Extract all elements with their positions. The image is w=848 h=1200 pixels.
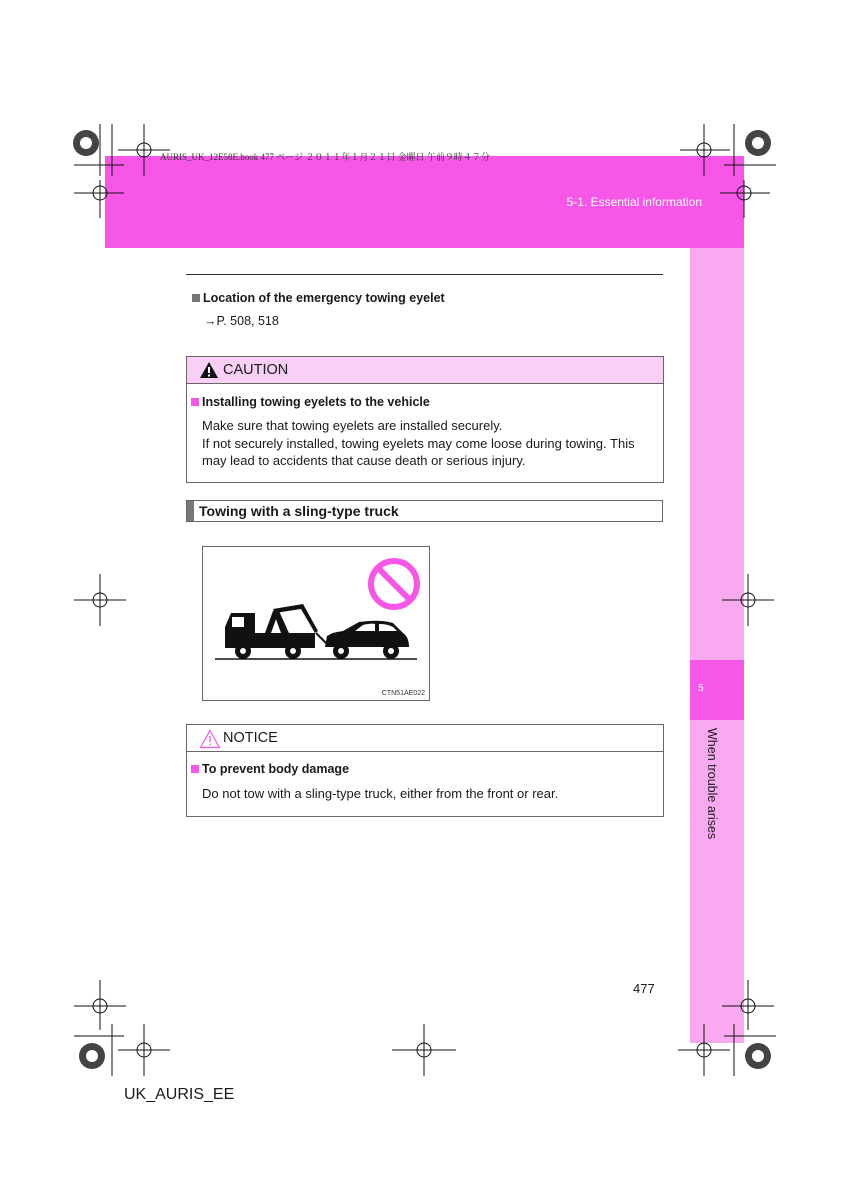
section-label: 5-1. Essential information [566,195,702,209]
footer-code: UK_AURIS_EE [124,1086,235,1103]
page-reference-link[interactable]: →P. 508, 518 [204,314,279,328]
page-number: 477 [633,981,655,996]
filename-stamp: AURIS_UK_12E58E.book 477 ページ ２０１１年１月２１日 金曜日 午前９時４７分 [160,152,490,162]
chapter-number: 5 [698,683,704,694]
notice-body: Do not tow with a sling-type truck, either from the front or rear. [202,786,559,801]
caution-subheading-text: Installing towing eyelets to the vehicle [202,395,430,409]
caution-line: Make sure that towing eyelets are installed securely. [202,418,503,433]
caution-line: may lead to accidents that cause death or serious injury. [202,453,526,468]
chapter-title: When trouble arises [705,728,719,840]
section-heading-text: Towing with a sling-type truck [199,503,399,519]
notice-label: NOTICE [223,730,278,746]
figure-code: CTN51AE022 [381,690,425,697]
location-heading-text: Location of the emergency towing eyelet [203,291,445,305]
notice-subheading-text: To prevent body damage [202,762,350,776]
caution-line: If not securely installed, towing eyelets may come loose during towing. This [202,435,635,451]
caution-label: CAUTION [223,362,289,378]
